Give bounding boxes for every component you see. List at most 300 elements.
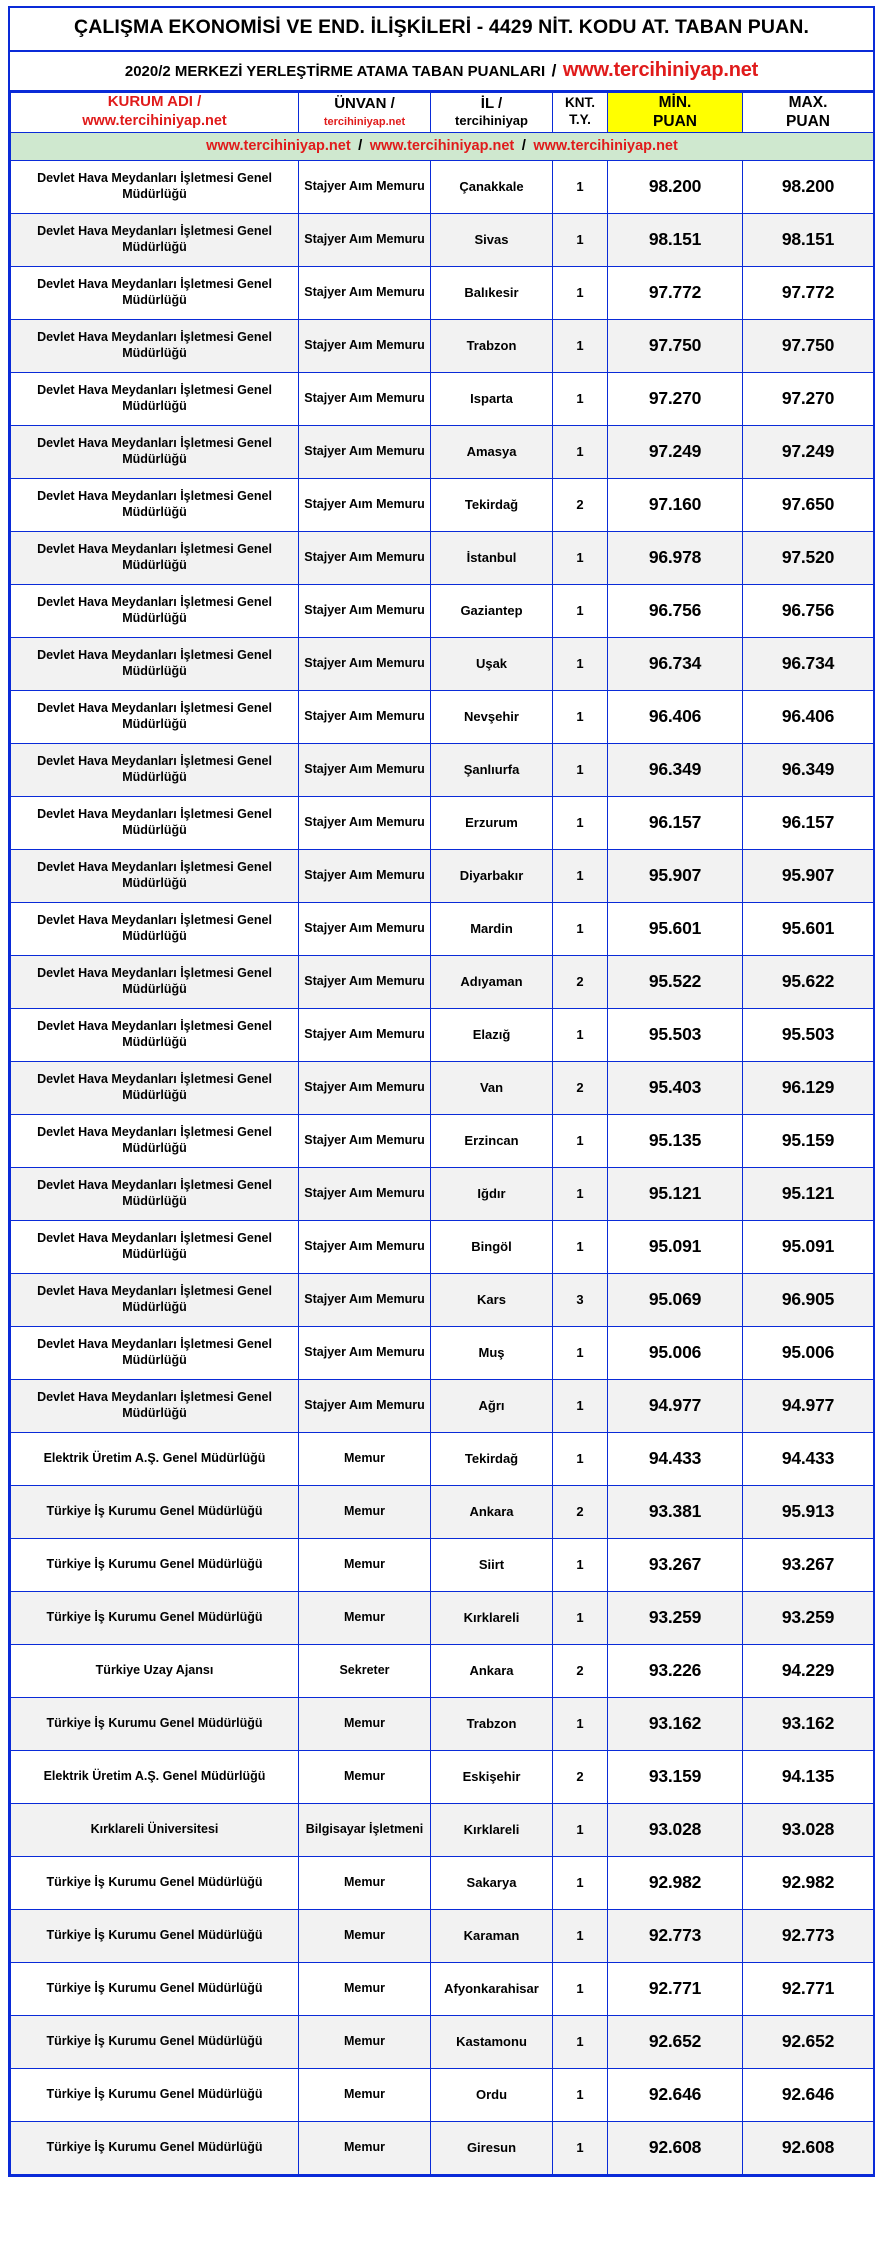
table-body (11, 160, 874, 2174)
cell-kurum: Türkiye İş Kurumu Genel Müdürlüğü (11, 2068, 299, 2121)
table-row (11, 2121, 874, 2174)
cell-min-puan: 92.646 (608, 2068, 743, 2121)
cell-kurum: Devlet Hava Meydanları İşletmesi Genel Müdürlüğü (11, 796, 299, 849)
cell-min-puan: 98.151 (608, 213, 743, 266)
cell-il: Kırklareli (431, 1803, 553, 1856)
table-row (11, 902, 874, 955)
cell-max-puan: 95.913 (743, 1485, 874, 1538)
cell-il: Nevşehir (431, 690, 553, 743)
cell-max-puan: 95.503 (743, 1008, 874, 1061)
cell-unvan: Stajyer Aım Memuru (299, 1061, 431, 1114)
cell-unvan: Stajyer Aım Memuru (299, 1273, 431, 1326)
cell-kurum: Türkiye İş Kurumu Genel Müdürlüğü (11, 1697, 299, 1750)
cell-kurum: Türkiye İş Kurumu Genel Müdürlüğü (11, 1538, 299, 1591)
col-header-knt (553, 92, 608, 132)
cell-il: İstanbul (431, 531, 553, 584)
cell-il: Iğdır (431, 1167, 553, 1220)
cell-kontenjan: 1 (553, 584, 608, 637)
cell-il: Sivas (431, 213, 553, 266)
cell-min-puan: 95.091 (608, 1220, 743, 1273)
cell-min-puan: 95.907 (608, 849, 743, 902)
cell-max-puan: 95.601 (743, 902, 874, 955)
table-row (11, 955, 874, 1008)
cell-unvan: Stajyer Aım Memuru (299, 1379, 431, 1432)
cell-unvan: Memur (299, 2015, 431, 2068)
col-header-max (743, 92, 874, 132)
cell-min-puan: 93.028 (608, 1803, 743, 1856)
cell-unvan: Memur (299, 1909, 431, 1962)
cell-kontenjan: 2 (553, 1061, 608, 1114)
cell-min-puan: 96.734 (608, 637, 743, 690)
cell-il: Eskişehir (431, 1750, 553, 1803)
cell-kurum: Türkiye Uzay Ajansı (11, 1644, 299, 1697)
table-row (11, 531, 874, 584)
cell-min-puan: 95.121 (608, 1167, 743, 1220)
col-header-min (608, 92, 743, 132)
table-row (11, 849, 874, 902)
cell-kontenjan: 3 (553, 1273, 608, 1326)
cell-kurum: Kırklareli Üniversitesi (11, 1803, 299, 1856)
cell-kontenjan: 1 (553, 690, 608, 743)
cell-il: Trabzon (431, 319, 553, 372)
cell-il: Erzurum (431, 796, 553, 849)
table-row (11, 266, 874, 319)
cell-min-puan: 92.982 (608, 1856, 743, 1909)
cell-il: Afyonkarahisar (431, 1962, 553, 2015)
cell-min-puan: 92.652 (608, 2015, 743, 2068)
site-banner-row (11, 132, 874, 160)
cell-il: Erzincan (431, 1114, 553, 1167)
cell-kurum: Devlet Hava Meydanları İşletmesi Genel Müdürlüğü (11, 637, 299, 690)
cell-max-puan: 96.905 (743, 1273, 874, 1326)
cell-max-puan: 95.091 (743, 1220, 874, 1273)
cell-max-puan: 92.608 (743, 2121, 874, 2174)
cell-max-puan: 96.406 (743, 690, 874, 743)
cell-min-puan: 92.771 (608, 1962, 743, 2015)
cell-il: Balıkesir (431, 266, 553, 319)
table-head (11, 92, 874, 160)
cell-kontenjan: 1 (553, 1008, 608, 1061)
cell-max-puan: 93.259 (743, 1591, 874, 1644)
table-row (11, 1379, 874, 1432)
cell-il: Diyarbakır (431, 849, 553, 902)
table-row (11, 160, 874, 213)
cell-kurum: Devlet Hava Meydanları İşletmesi Genel Müdürlüğü (11, 1326, 299, 1379)
cell-min-puan: 93.259 (608, 1591, 743, 1644)
document-frame (8, 6, 875, 2177)
table-row (11, 1644, 874, 1697)
cell-min-puan: 95.006 (608, 1326, 743, 1379)
cell-kontenjan: 1 (553, 319, 608, 372)
cell-kontenjan: 1 (553, 531, 608, 584)
title-band (10, 8, 873, 52)
cell-min-puan: 96.157 (608, 796, 743, 849)
cell-il: Adıyaman (431, 955, 553, 1008)
cell-max-puan: 93.267 (743, 1538, 874, 1591)
cell-min-puan: 97.772 (608, 266, 743, 319)
cell-kurum: Devlet Hava Meydanları İşletmesi Genel Müdürlüğü (11, 478, 299, 531)
cell-min-puan: 97.160 (608, 478, 743, 531)
cell-kontenjan: 1 (553, 1591, 608, 1644)
cell-kurum: Türkiye İş Kurumu Genel Müdürlüğü (11, 1591, 299, 1644)
cell-kontenjan: 2 (553, 1750, 608, 1803)
cell-unvan: Memur (299, 1591, 431, 1644)
col-header-unvan-url[interactable]: tercihiniyap.net (323, 115, 406, 128)
col-header-max-sub: PUAN (786, 113, 830, 131)
cell-min-puan: 98.200 (608, 160, 743, 213)
page-title: ÇALIŞMA EKONOMİSİ VE END. İLİŞKİLERİ - 4429 NİT. KODU AT. TABAN PUAN. (74, 16, 809, 38)
cell-max-puan: 96.129 (743, 1061, 874, 1114)
cell-kontenjan: 1 (553, 637, 608, 690)
cell-il: Ankara (431, 1644, 553, 1697)
table-row (11, 1326, 874, 1379)
col-header-kurum-label: KURUM ADI / (107, 93, 202, 111)
cell-kontenjan: 1 (553, 849, 608, 902)
cell-kurum: Devlet Hava Meydanları İşletmesi Genel Müdürlüğü (11, 1220, 299, 1273)
cell-unvan: Stajyer Aım Memuru (299, 213, 431, 266)
table-row (11, 584, 874, 637)
cell-kurum: Devlet Hava Meydanları İşletmesi Genel Müdürlüğü (11, 1061, 299, 1114)
cell-unvan: Stajyer Aım Memuru (299, 637, 431, 690)
cell-max-puan: 96.734 (743, 637, 874, 690)
cell-kurum: Devlet Hava Meydanları İşletmesi Genel Müdürlüğü (11, 213, 299, 266)
cell-il: Ağrı (431, 1379, 553, 1432)
banner-url-2[interactable]: www.tercihiniyap.net (369, 137, 515, 154)
cell-il: Giresun (431, 2121, 553, 2174)
cell-kontenjan: 1 (553, 1326, 608, 1379)
cell-max-puan: 98.151 (743, 213, 874, 266)
table-row (11, 1538, 874, 1591)
table-row (11, 319, 874, 372)
table-row (11, 690, 874, 743)
cell-unvan: Stajyer Aım Memuru (299, 902, 431, 955)
cell-kontenjan: 1 (553, 372, 608, 425)
col-header-max-label: MAX. (788, 93, 828, 111)
cell-il: Karaman (431, 1909, 553, 1962)
cell-max-puan: 92.771 (743, 1962, 874, 2015)
cell-max-puan: 94.977 (743, 1379, 874, 1432)
cell-kontenjan: 1 (553, 1962, 608, 2015)
cell-unvan: Bilgisayar İşletmeni (299, 1803, 431, 1856)
cell-max-puan: 95.159 (743, 1114, 874, 1167)
cell-il: Tekirdağ (431, 1432, 553, 1485)
cell-il: Kırklareli (431, 1591, 553, 1644)
cell-kontenjan: 1 (553, 1432, 608, 1485)
cell-max-puan: 97.520 (743, 531, 874, 584)
cell-kurum: Türkiye İş Kurumu Genel Müdürlüğü (11, 2015, 299, 2068)
cell-kontenjan: 1 (553, 160, 608, 213)
banner-url-1[interactable]: www.tercihiniyap.net (206, 137, 351, 154)
cell-unvan: Sekreter (299, 1644, 431, 1697)
cell-unvan: Stajyer Aım Memuru (299, 796, 431, 849)
cell-min-puan: 95.135 (608, 1114, 743, 1167)
cell-kontenjan: 1 (553, 743, 608, 796)
col-header-il-sub: tercihiniyap (455, 113, 528, 129)
cell-il: Isparta (431, 372, 553, 425)
cell-kurum: Türkiye İş Kurumu Genel Müdürlüğü (11, 1962, 299, 2015)
cell-min-puan: 95.403 (608, 1061, 743, 1114)
cell-unvan: Stajyer Aım Memuru (299, 1167, 431, 1220)
cell-kurum: Devlet Hava Meydanları İşletmesi Genel Müdürlüğü (11, 425, 299, 478)
cell-kurum: Devlet Hava Meydanları İşletmesi Genel Müdürlüğü (11, 1008, 299, 1061)
cell-kurum: Devlet Hava Meydanları İşletmesi Genel Müdürlüğü (11, 1273, 299, 1326)
cell-max-puan: 97.270 (743, 372, 874, 425)
cell-unvan: Memur (299, 1432, 431, 1485)
cell-il: Şanlıurfa (431, 743, 553, 796)
cell-unvan: Stajyer Aım Memuru (299, 425, 431, 478)
cell-unvan: Stajyer Aım Memuru (299, 1220, 431, 1273)
cell-min-puan: 97.270 (608, 372, 743, 425)
cell-min-puan: 93.267 (608, 1538, 743, 1591)
cell-kurum: Elektrik Üretim A.Ş. Genel Müdürlüğü (11, 1750, 299, 1803)
cell-unvan: Memur (299, 1750, 431, 1803)
cell-unvan: Stajyer Aım Memuru (299, 1114, 431, 1167)
cell-unvan: Stajyer Aım Memuru (299, 955, 431, 1008)
cell-max-puan: 92.646 (743, 2068, 874, 2121)
col-header-min-label: MİN. (658, 93, 692, 111)
subtitle-site-link[interactable]: www.tercihiniyap.net (562, 58, 759, 81)
cell-unvan: Stajyer Aım Memuru (299, 372, 431, 425)
cell-min-puan: 96.349 (608, 743, 743, 796)
table-row (11, 796, 874, 849)
cell-il: Kastamonu (431, 2015, 553, 2068)
cell-unvan: Stajyer Aım Memuru (299, 1326, 431, 1379)
cell-max-puan: 95.006 (743, 1326, 874, 1379)
banner-separator-1: / (358, 136, 363, 154)
cell-kontenjan: 1 (553, 1114, 608, 1167)
cell-kontenjan: 1 (553, 1803, 608, 1856)
cell-kurum: Türkiye İş Kurumu Genel Müdürlüğü (11, 1485, 299, 1538)
cell-min-puan: 92.773 (608, 1909, 743, 1962)
cell-unvan: Memur (299, 2121, 431, 2174)
cell-max-puan: 93.162 (743, 1697, 874, 1750)
cell-kurum: Devlet Hava Meydanları İşletmesi Genel Müdürlüğü (11, 531, 299, 584)
cell-unvan: Stajyer Aım Memuru (299, 1008, 431, 1061)
cell-kurum: Devlet Hava Meydanları İşletmesi Genel Müdürlüğü (11, 1114, 299, 1167)
cell-max-puan: 97.650 (743, 478, 874, 531)
cell-unvan: Stajyer Aım Memuru (299, 478, 431, 531)
table-row (11, 1485, 874, 1538)
table-row (11, 1273, 874, 1326)
banner-url-3[interactable]: www.tercihiniyap.net (533, 137, 678, 154)
cell-unvan: Memur (299, 1962, 431, 2015)
cell-kontenjan: 2 (553, 955, 608, 1008)
table-row (11, 2015, 874, 2068)
cell-unvan: Stajyer Aım Memuru (299, 849, 431, 902)
cell-kontenjan: 1 (553, 2068, 608, 2121)
cell-kurum: Devlet Hava Meydanları İşletmesi Genel Müdürlüğü (11, 160, 299, 213)
table-row (11, 1432, 874, 1485)
cell-unvan: Memur (299, 1538, 431, 1591)
cell-min-puan: 93.381 (608, 1485, 743, 1538)
cell-unvan: Stajyer Aım Memuru (299, 319, 431, 372)
cell-il: Bingöl (431, 1220, 553, 1273)
cell-unvan: Stajyer Aım Memuru (299, 531, 431, 584)
cell-unvan: Stajyer Aım Memuru (299, 743, 431, 796)
header-row (11, 92, 874, 132)
cell-max-puan: 94.433 (743, 1432, 874, 1485)
cell-kurum: Türkiye İş Kurumu Genel Müdürlüğü (11, 1909, 299, 1962)
cell-max-puan: 94.229 (743, 1644, 874, 1697)
table-row (11, 478, 874, 531)
cell-unvan: Memur (299, 1485, 431, 1538)
cell-min-puan: 96.406 (608, 690, 743, 743)
cell-il: Ordu (431, 2068, 553, 2121)
cell-max-puan: 94.135 (743, 1750, 874, 1803)
cell-kontenjan: 2 (553, 1485, 608, 1538)
cell-il: Muş (431, 1326, 553, 1379)
cell-min-puan: 97.750 (608, 319, 743, 372)
table-row (11, 743, 874, 796)
cell-max-puan: 92.982 (743, 1856, 874, 1909)
table-row (11, 1167, 874, 1220)
table-row (11, 1750, 874, 1803)
cell-kurum: Türkiye İş Kurumu Genel Müdürlüğü (11, 2121, 299, 2174)
cell-kurum: Devlet Hava Meydanları İşletmesi Genel Müdürlüğü (11, 584, 299, 637)
cell-max-puan: 97.249 (743, 425, 874, 478)
cell-il: Elazığ (431, 1008, 553, 1061)
cell-kontenjan: 1 (553, 902, 608, 955)
cell-il: Siirt (431, 1538, 553, 1591)
cell-min-puan: 96.978 (608, 531, 743, 584)
table-row (11, 1591, 874, 1644)
cell-kontenjan: 1 (553, 266, 608, 319)
cell-kurum: Devlet Hava Meydanları İşletmesi Genel Müdürlüğü (11, 266, 299, 319)
cell-min-puan: 93.159 (608, 1750, 743, 1803)
col-header-kurum (11, 92, 299, 132)
cell-max-puan: 97.750 (743, 319, 874, 372)
cell-min-puan: 97.249 (608, 425, 743, 478)
cell-min-puan: 95.069 (608, 1273, 743, 1326)
cell-il: Amasya (431, 425, 553, 478)
col-header-unvan (299, 92, 431, 132)
col-header-knt-label: KNT. (565, 95, 595, 111)
cell-unvan: Stajyer Aım Memuru (299, 160, 431, 213)
table-row (11, 1220, 874, 1273)
cell-max-puan: 96.157 (743, 796, 874, 849)
cell-kontenjan: 1 (553, 1856, 608, 1909)
cell-kurum: Devlet Hava Meydanları İşletmesi Genel Müdürlüğü (11, 743, 299, 796)
cell-kurum: Elektrik Üretim A.Ş. Genel Müdürlüğü (11, 1432, 299, 1485)
cell-unvan: Stajyer Aım Memuru (299, 584, 431, 637)
cell-kurum: Devlet Hava Meydanları İşletmesi Genel Müdürlüğü (11, 372, 299, 425)
col-header-kurum-url[interactable]: www.tercihiniyap.net (82, 113, 227, 130)
cell-min-puan: 93.226 (608, 1644, 743, 1697)
table-row (11, 637, 874, 690)
table-row (11, 2068, 874, 2121)
scores-table (10, 92, 874, 2175)
cell-min-puan: 93.162 (608, 1697, 743, 1750)
cell-kontenjan: 1 (553, 2015, 608, 2068)
cell-unvan: Memur (299, 1856, 431, 1909)
table-row (11, 372, 874, 425)
cell-max-puan: 97.772 (743, 266, 874, 319)
cell-il: Trabzon (431, 1697, 553, 1750)
cell-kontenjan: 1 (553, 1909, 608, 1962)
table-row (11, 213, 874, 266)
subtitle-band (10, 52, 873, 92)
cell-min-puan: 96.756 (608, 584, 743, 637)
cell-il: Mardin (431, 902, 553, 955)
cell-min-puan: 95.601 (608, 902, 743, 955)
cell-kurum: Devlet Hava Meydanları İşletmesi Genel Müdürlüğü (11, 849, 299, 902)
cell-min-puan: 94.433 (608, 1432, 743, 1485)
table-row (11, 1061, 874, 1114)
cell-min-puan: 95.522 (608, 955, 743, 1008)
cell-max-puan: 92.652 (743, 2015, 874, 2068)
cell-kurum: Devlet Hava Meydanları İşletmesi Genel Müdürlüğü (11, 319, 299, 372)
cell-kontenjan: 1 (553, 425, 608, 478)
col-header-il (431, 92, 553, 132)
cell-kontenjan: 1 (553, 1379, 608, 1432)
cell-kurum: Devlet Hava Meydanları İşletmesi Genel Müdürlüğü (11, 955, 299, 1008)
cell-min-puan: 92.608 (608, 2121, 743, 2174)
cell-max-puan: 95.622 (743, 955, 874, 1008)
cell-kontenjan: 2 (553, 1644, 608, 1697)
cell-kontenjan: 2 (553, 478, 608, 531)
col-header-knt-sub: T.Y. (569, 112, 591, 128)
cell-max-puan: 96.756 (743, 584, 874, 637)
cell-il: Tekirdağ (431, 478, 553, 531)
table-row (11, 1697, 874, 1750)
cell-kontenjan: 1 (553, 1220, 608, 1273)
cell-kontenjan: 1 (553, 1538, 608, 1591)
table-row (11, 1856, 874, 1909)
col-header-il-label: İL / (480, 94, 503, 112)
cell-min-puan: 95.503 (608, 1008, 743, 1061)
subtitle-separator: / (551, 60, 557, 80)
table-row (11, 1008, 874, 1061)
cell-max-puan: 93.028 (743, 1803, 874, 1856)
cell-kurum: Devlet Hava Meydanları İşletmesi Genel Müdürlüğü (11, 902, 299, 955)
cell-unvan: Stajyer Aım Memuru (299, 266, 431, 319)
table-row (11, 1962, 874, 2015)
col-header-unvan-label: ÜNVAN / (334, 94, 395, 112)
cell-kontenjan: 1 (553, 1697, 608, 1750)
cell-kontenjan: 1 (553, 1167, 608, 1220)
cell-kontenjan: 1 (553, 796, 608, 849)
cell-max-puan: 92.773 (743, 1909, 874, 1962)
table-row (11, 1803, 874, 1856)
table-row (11, 1114, 874, 1167)
cell-max-puan: 95.907 (743, 849, 874, 902)
col-header-min-sub: PUAN (653, 113, 697, 131)
cell-min-puan: 94.977 (608, 1379, 743, 1432)
cell-kontenjan: 1 (553, 213, 608, 266)
cell-il: Kars (431, 1273, 553, 1326)
cell-il: Van (431, 1061, 553, 1114)
cell-max-puan: 96.349 (743, 743, 874, 796)
table-row (11, 425, 874, 478)
cell-kontenjan: 1 (553, 2121, 608, 2174)
cell-kurum: Devlet Hava Meydanları İşletmesi Genel Müdürlüğü (11, 1167, 299, 1220)
cell-il: Gaziantep (431, 584, 553, 637)
table-row (11, 1909, 874, 1962)
site-banner-cell (11, 132, 874, 160)
cell-unvan: Stajyer Aım Memuru (299, 690, 431, 743)
cell-kurum: Türkiye İş Kurumu Genel Müdürlüğü (11, 1856, 299, 1909)
banner-separator-2: / (521, 136, 526, 154)
cell-il: Sakarya (431, 1856, 553, 1909)
cell-kurum: Devlet Hava Meydanları İşletmesi Genel Müdürlüğü (11, 1379, 299, 1432)
cell-il: Çanakkale (431, 160, 553, 213)
cell-unvan: Memur (299, 1697, 431, 1750)
cell-max-puan: 95.121 (743, 1167, 874, 1220)
cell-kurum: Devlet Hava Meydanları İşletmesi Genel Müdürlüğü (11, 690, 299, 743)
cell-max-puan: 98.200 (743, 160, 874, 213)
cell-unvan: Memur (299, 2068, 431, 2121)
subtitle-text: 2020/2 MERKEZİ YERLEŞTİRME ATAMA TABAN PUANLARI (124, 62, 546, 80)
